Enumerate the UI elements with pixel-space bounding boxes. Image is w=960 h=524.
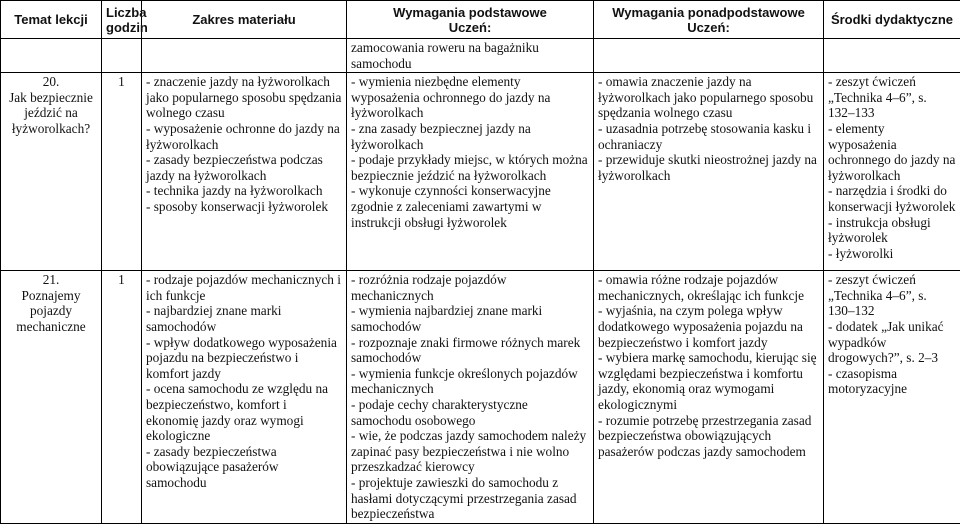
lesson-title: 20. Jak bezpiecznie jeździć na łyżworolkach? <box>1 73 102 271</box>
lesson-scope: - rodzaje pojazdów mechanicznych i ich funkcje - najbardziej znane marki samochodów - wpływ dodatkowego wyposażenia pojazdu na bezpieczeństwo i komfort jazdy - ocena samochodu ze względu na bezpieczeństwo, komfort i ekonomię jazdy oraz wymogi ekologiczne - zasady bezpieczeństwa obowiązujące pasażerów samochodu <box>142 271 347 524</box>
lesson-hours: 1 <box>102 73 142 271</box>
teaching-resources: - zeszyt ćwiczeń „Technika 4–6”, s. 130–132 - dodatek „Jak unikać wypadków drogowych?”, s. 2–3 - czasopisma motoryzacyjne <box>824 271 960 524</box>
extended-requirements: - omawia znaczenie jazdy na łyżworolkach jako popularnego sposobu spędzania wolnego czasu - uzasadnia potrzebę stosowania kasku i ochraniaczy - przewiduje skutki nieostrożnej jazdy na łyżworolkach <box>594 73 824 271</box>
continuation-extended <box>594 39 824 73</box>
header-scope: Zakres materiału <box>142 1 347 39</box>
continuation-basic: zamocowania roweru na bagażniku samochodu <box>347 39 594 73</box>
header-extended-requirements: Wymagania ponadpodstawowe Uczeń: <box>594 1 824 39</box>
lesson-title: 21. Poznajemy pojazdy mechaniczne <box>1 271 102 524</box>
continuation-hours <box>102 39 142 73</box>
extended-requirements: - omawia różne rodzaje pojazdów mechanicznych, określając ich funkcje - wyjaśnia, na czym polega wpływ dodatkowego wyposażenia pojazdu na bezpieczeństwo i komfort jazdy - wybiera markę samochodu, kierując się względami bezpieczeństwa i komfortu jazdy, ekonomią oraz wymogami ekologicznymi - rozumie potrzebę przestrzegania zasad bezpieczeństwa obowiązujących pasażerów podczas jazdy samochodem <box>594 271 824 524</box>
basic-requirements: - rozróżnia rodzaje pojazdów mechanicznych - wymienia najbardziej znane marki samochodów - rozpoznaje znaki firmowe różnych marek samochodów - wymienia funkcje określonych pojazdów mechanicznych - podaje cechy charakterystyczne samochodu osobowego - wie, że podczas jazdy samochodem należy zapinać pasy bezpieczeństwa i nie wolno przeszkadzać kierowcy - projektuje zawieszki do samochodu z hasłami dotyczącymi przestrzegania zasad bezpieczeństwa <box>347 271 594 524</box>
table-row <box>1 73 960 271</box>
header-hours: Liczba godzin <box>102 1 142 39</box>
header-teaching-resources: Środki dydaktyczne <box>824 1 960 39</box>
lesson-hours: 1 <box>102 271 142 524</box>
continuation-scope <box>142 39 347 73</box>
header-lesson: Temat lekcji <box>1 1 102 39</box>
basic-requirements: - wymienia niezbędne elementy wyposażenia ochronnego do jazdy na łyżworolkach - zna zasady bezpiecznej jazdy na łyżworolkach - podaje przykłady miejsc, w których można bezpiecznie jeździć na łyżworolkach - wykonuje czynności konserwacyjne zgodnie z zaleceniami zawartymi w instrukcji obsługi łyżworolek <box>347 73 594 271</box>
continuation-resources <box>824 39 960 73</box>
continuation-lesson <box>1 39 102 73</box>
header-basic-requirements: Wymagania podstawowe Uczeń: <box>347 1 594 39</box>
table-row <box>1 271 960 524</box>
continuation-row <box>1 39 960 73</box>
lesson-scope: - znaczenie jazdy na łyżworolkach jako popularnego sposobu spędzania wolnego czasu - wyposażenie ochronne do jazdy na łyżworolkach - zasady bezpieczeństwa podczas jazdy na łyżworolkach - technika jazdy na łyżworolkach - sposoby konserwacji łyżworolek <box>142 73 347 271</box>
teaching-resources: - zeszyt ćwiczeń „Technika 4–6”, s. 132–133 - elementy wyposażenia ochronnego do jazdy na łyżworolkach - narzędzia i środki do konserwacji łyżworolek - instrukcja obsługi łyżworolek - łyżworolki <box>824 73 960 271</box>
header-row <box>1 1 960 39</box>
